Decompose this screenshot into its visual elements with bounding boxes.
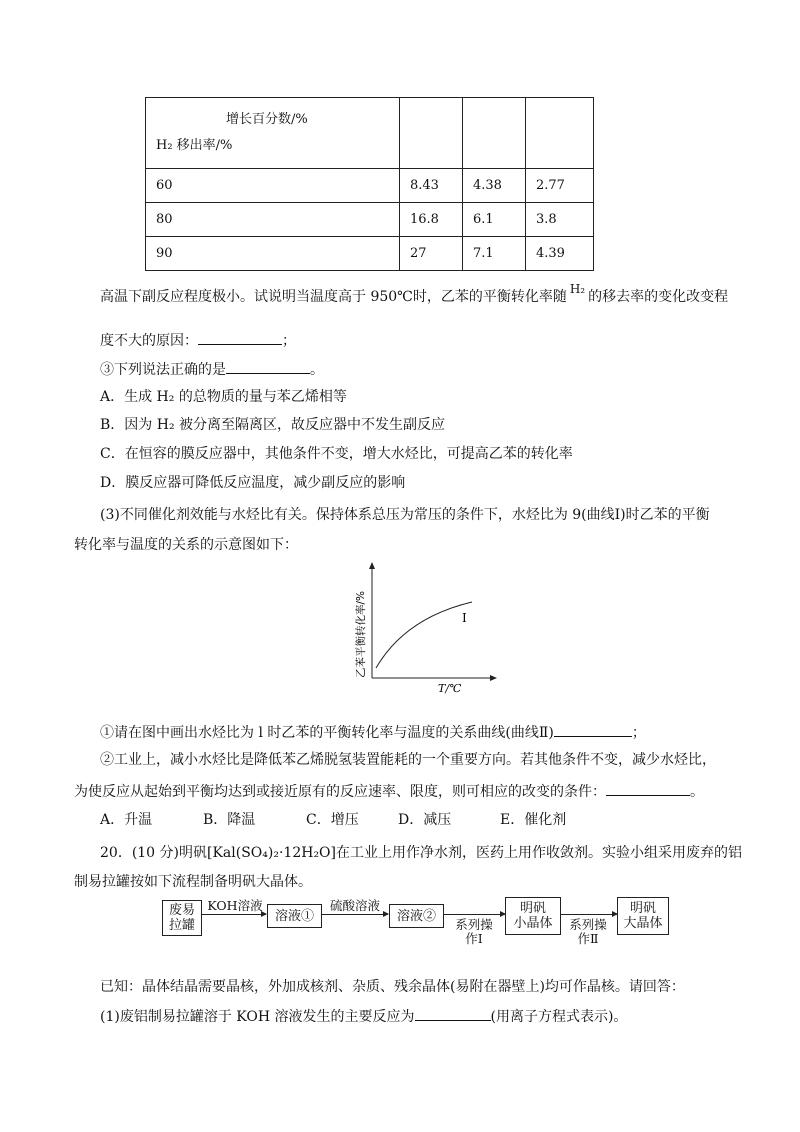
choice-e: E．催化剂	[500, 812, 567, 828]
x-axis-label: T/℃	[438, 682, 462, 695]
sub-question-2: ②工业上，减小水烃比是降低苯乙烯脱氢装置能耗的一个重要方向。若其他条件不变，减少水烃比，	[100, 752, 716, 768]
flow-label-op2: 系列操 作Ⅱ	[569, 917, 607, 946]
question-3: ③下列说法正确的是 。	[100, 359, 324, 379]
para-line: (3)不同催化剂效能与水烃比有关。保持体系总压为常压的条件下，水烃比为 9(曲线Ⅰ)时乙苯的平衡	[100, 507, 710, 523]
para-line: 度不大的原因： ；	[100, 330, 296, 350]
flow-arrow	[560, 914, 617, 915]
table-header-row	[146, 98, 594, 169]
table-cell: 80	[146, 203, 400, 237]
header-h2-removal: H₂ 移出率/%	[156, 138, 233, 153]
flow-box-large-crystal: 明矾 大晶体	[617, 897, 669, 935]
table-cell: 4.38	[463, 169, 526, 203]
y-axis-arrow	[369, 562, 375, 569]
choice-d: D．减压	[398, 812, 452, 828]
option-a: A．生成 H₂ 的总物质的量与苯乙烯相等	[100, 389, 347, 405]
sub-question-20-1: (1)废铝制易拉罐溶于 KOH 溶液发生的主要反应为 (用离子方程式表示)。	[100, 1006, 627, 1026]
flow-box-small-crystal: 明矾 小晶体	[505, 897, 561, 935]
answer-blank[interactable]	[554, 722, 632, 737]
table-header-cell	[146, 98, 400, 169]
flow-arrow	[202, 914, 266, 915]
known-note: 已知：晶体结晶需要晶核，外加成核剂、杂质、残余晶体(易附在器壁上)均可作晶核。请回答：	[100, 979, 685, 995]
table-cell: 16.8	[400, 203, 463, 237]
flow-label-koh: KOH溶液	[207, 898, 263, 913]
curve-label: I	[462, 611, 467, 625]
option-b: B．因为 H₂ 被分离至隔离区，故反应器中不发生副反应	[100, 417, 446, 433]
table-row	[146, 169, 594, 203]
choice-row	[100, 811, 566, 829]
y-axis-label: 乙苯平衡转化率/%	[355, 590, 367, 678]
flow-box-cans: 废易 拉罐	[162, 900, 202, 936]
answer-blank[interactable]	[606, 781, 690, 796]
flow-box-solution2: 溶液②	[389, 904, 444, 928]
table-cell: 4.39	[526, 237, 594, 271]
table-cell: 60	[146, 169, 400, 203]
curve-i	[376, 602, 472, 668]
para-line: 为使反应从起始到平衡均达到或接近原有的反应速率、限度，则可相应的改变的条件： 。	[74, 781, 704, 801]
flow-box-solution1: 溶液①	[267, 904, 322, 928]
table-cell: 2.77	[526, 169, 594, 203]
flow-label-op1: 系列操 作Ⅰ	[455, 917, 493, 946]
answer-blank[interactable]	[198, 330, 282, 345]
table-cell: 3.8	[526, 203, 594, 237]
table-cell: 6.1	[463, 203, 526, 237]
x-axis-arrow	[490, 675, 497, 681]
choice-c: C．增压	[306, 812, 359, 828]
data-table	[145, 97, 594, 271]
table-cell: 27	[400, 237, 463, 271]
table-cell: 90	[146, 237, 400, 271]
conversion-graph	[320, 560, 500, 700]
table-cell: 8.43	[400, 169, 463, 203]
header-growth: 增长百分数/%	[226, 112, 308, 127]
flow-arrow	[321, 914, 388, 915]
flow-arrow	[443, 914, 505, 915]
table-row	[146, 203, 594, 237]
choice-a: A．升温	[100, 812, 153, 828]
option-c: C．在恒容的膜反应器中，其他条件不变，增大水烃比，可提高乙苯的转化率	[100, 446, 573, 462]
choice-b: B．降温	[203, 812, 256, 828]
question-20: 20．(10 分)明矾[Kal(SO₄)₂·12H₂O]在工业上用作净水剂，医药上用作收敛剂。实验小组采用废弃的铝	[100, 845, 742, 861]
answer-blank[interactable]	[415, 1006, 491, 1021]
table-cell: 7.1	[463, 237, 526, 271]
table-row	[146, 237, 594, 271]
para-line: 制易拉罐按如下流程制备明矾大晶体。	[74, 874, 312, 890]
option-d: D．膜反应器可降低反应温度，减少副反应的影响	[100, 475, 406, 491]
para-line: 高温下副反应程度极小。试说明当温度高于 950℃时，乙苯的平衡转化率随 H₂ 的移去率的变化改变程	[100, 282, 729, 305]
sub-question-1: ①请在图中画出水烃比为 l 时乙苯的平衡转化率与温度的关系曲线(曲线Ⅱ) ；	[100, 722, 646, 742]
para-line: 转化率与温度的关系的示意图如下：	[74, 537, 298, 553]
answer-blank[interactable]	[226, 359, 310, 374]
flow-label-acid: 硫酸溶液	[329, 898, 380, 913]
